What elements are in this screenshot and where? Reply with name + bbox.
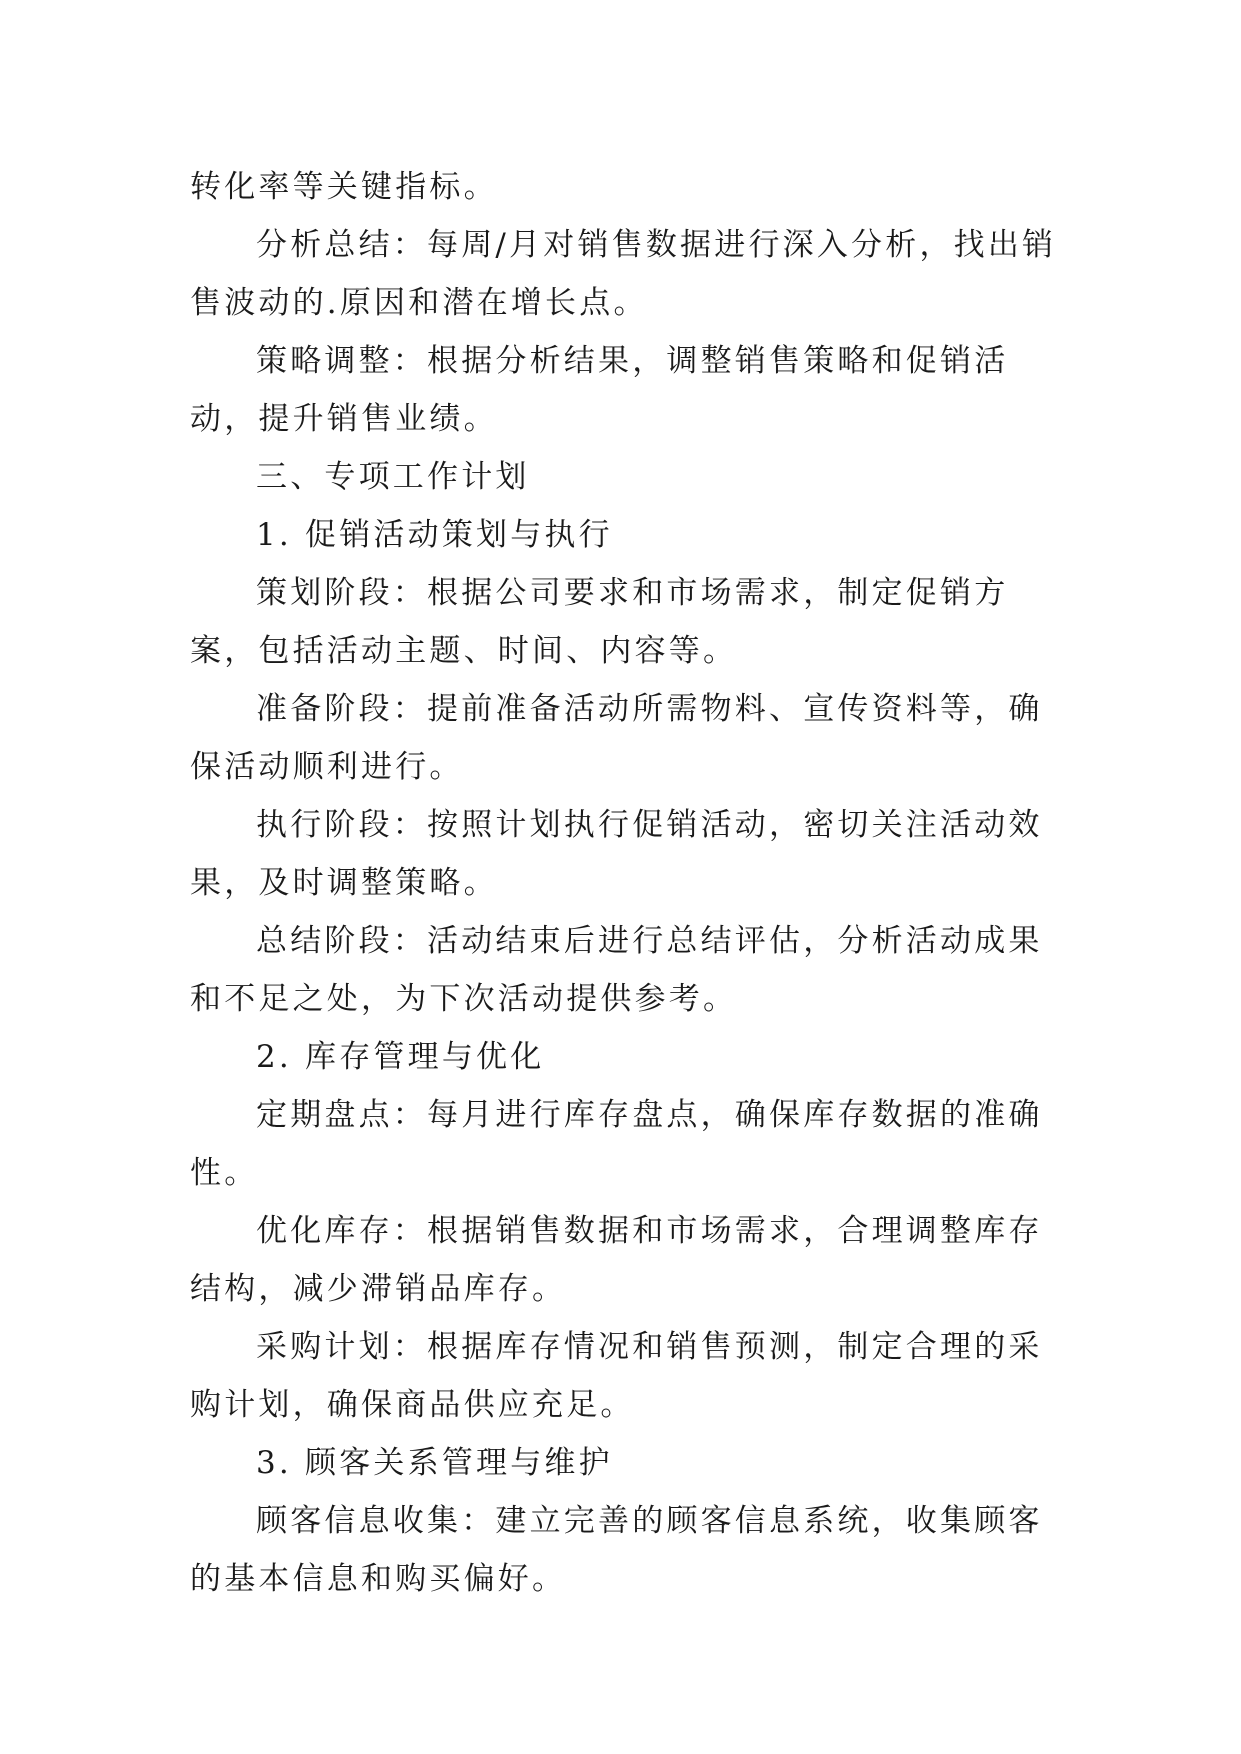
subheading-customer-relations: 3. 顾客关系管理与维护: [256, 1445, 613, 1481]
subheading-promotion: 1. 促销活动策划与执行: [256, 517, 613, 553]
paragraph-analysis-summary: 分析总结：每周/月对销售数据进行深入分析，找出销售波动的.原因和潜在增长点。: [190, 227, 1057, 321]
paragraph-summary-stage: 总结阶段：活动结束后进行总结评估，分析活动成果和不足之处，为下次活动提供参考。: [190, 923, 1043, 1017]
document-body: [190, 158, 1060, 1608]
paragraph-execution-stage: 执行阶段：按照计划执行促销活动，密切关注活动效果，及时调整策略。: [190, 807, 1043, 901]
section-heading-special-plans: 三、专项工作计划: [256, 459, 530, 495]
paragraph-planning-stage: 策划阶段：根据公司要求和市场需求，制定促销方案，包括活动主题、时间、内容等。: [190, 575, 1009, 669]
paragraph-purchase-plan: 采购计划：根据库存情况和销售预测，制定合理的采购计划，确保商品供应充足。: [190, 1329, 1043, 1423]
paragraph-customer-info: 顾客信息收集：建立完善的顾客信息系统，收集顾客的基本信息和购买偏好。: [190, 1503, 1043, 1597]
paragraph-optimize-inventory: 优化库存：根据销售数据和市场需求，合理调整库存结构，减少滞销品库存。: [190, 1213, 1043, 1307]
paragraph-regular-stocktake: 定期盘点：每月进行库存盘点，确保库存数据的准确性。: [190, 1097, 1043, 1191]
paragraph-continued: 转化率等关键指标。: [190, 169, 498, 205]
subheading-inventory: 2. 库存管理与优化: [256, 1039, 545, 1075]
paragraph-preparation-stage: 准备阶段：提前准备活动所需物料、宣传资料等，确保活动顺利进行。: [190, 691, 1043, 785]
paragraph-strategy-adjustment: 策略调整：根据分析结果，调整销售策略和促销活动，提升销售业绩。: [190, 343, 1009, 437]
